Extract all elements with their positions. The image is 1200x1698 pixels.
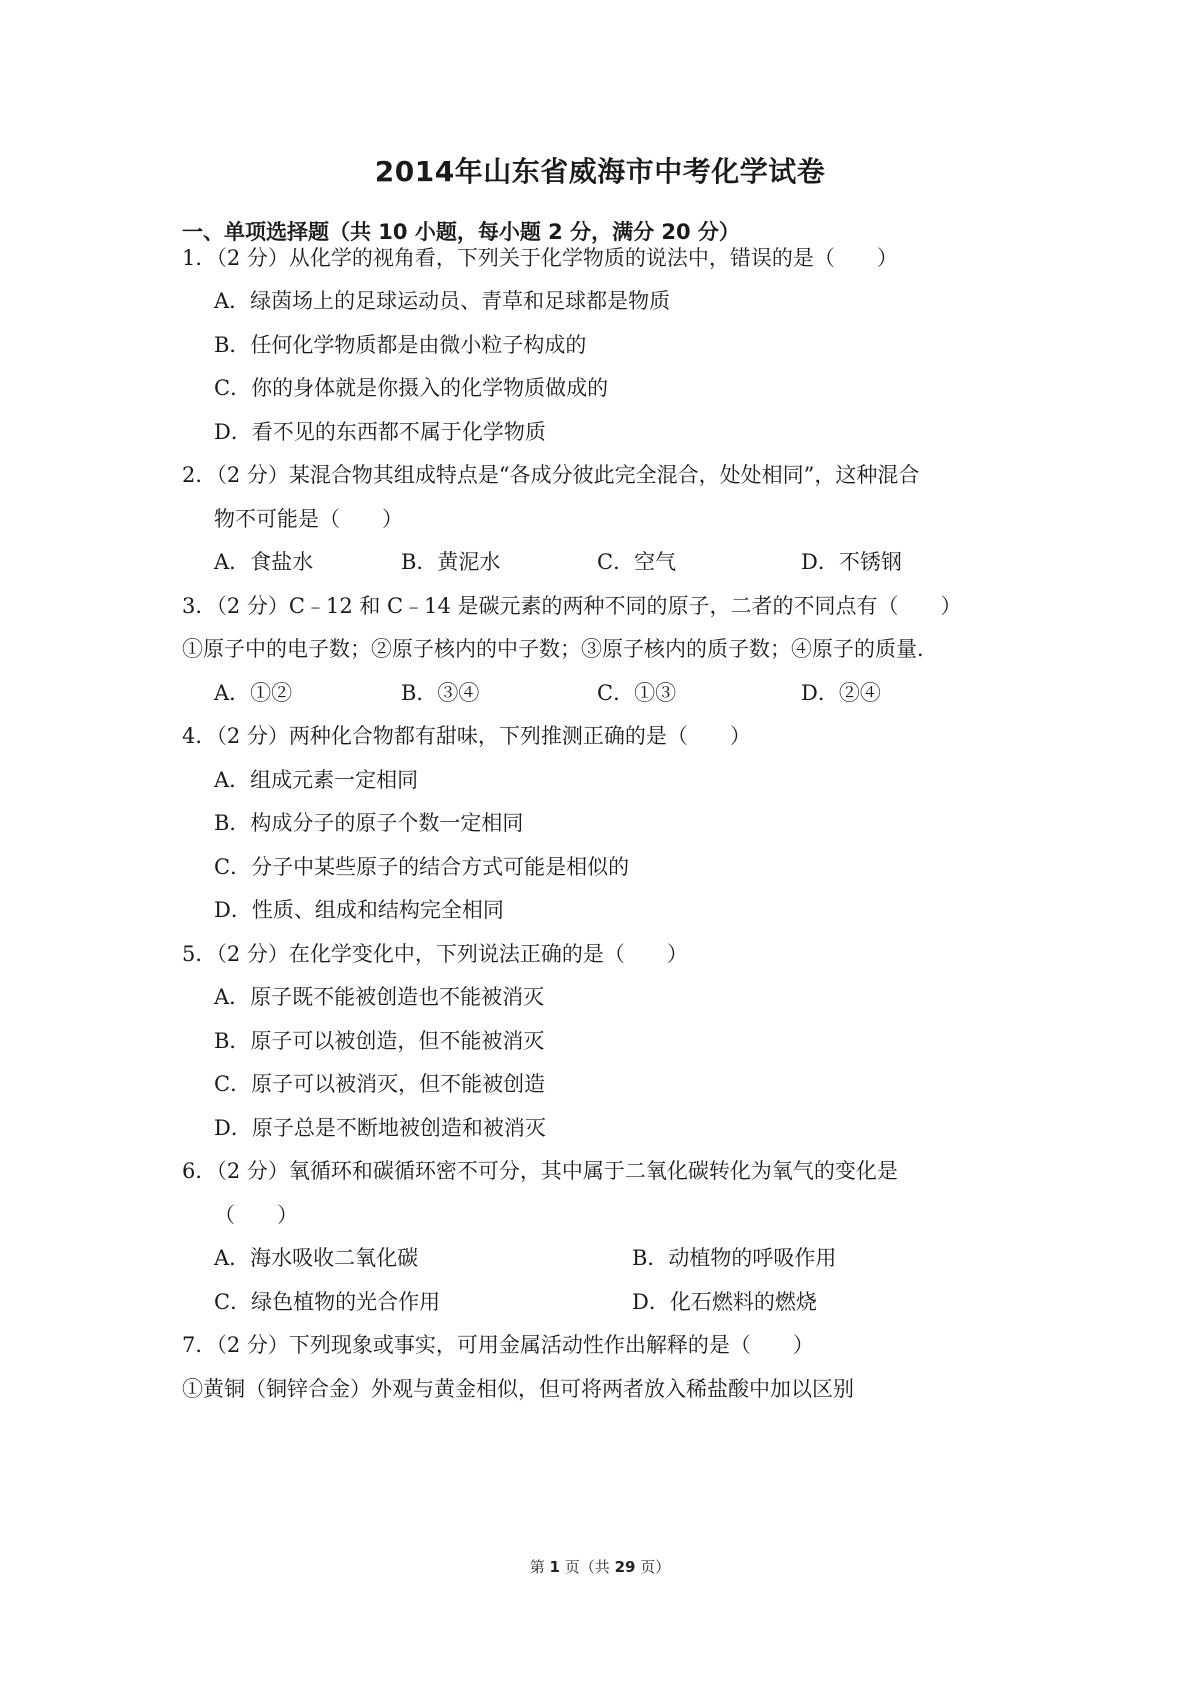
question-2-stem-continued: 物不可能是（ ） [214,507,403,531]
footer-prefix: 第 [529,1558,545,1576]
question-3-option-c: C．①③ [597,681,677,705]
question-2-option-c: C．空气 [597,550,677,574]
question-2-option-b: B．黄泥水 [401,550,501,574]
question-3-note: ①原子中的电子数；②原子核内的中子数；③原子核内的质子数；④原子的质量． [182,637,938,661]
question-3-option-b: B．③④ [401,681,480,705]
question-6-option-b: B．动植物的呼吸作用 [632,1246,837,1270]
footer-total-pages: 29 [614,1558,636,1576]
page-footer [0,1556,1200,1578]
question-4-option-d: D．性质、组成和结构完全相同 [214,898,504,922]
question-2-option-d: D．不锈钢 [801,550,902,574]
question-6-stem: 6．（2 分）氧循环和碳循环密不可分，其中属于二氧化碳转化为氧气的变化是 [182,1159,898,1183]
footer-page-number: 1 [549,1558,560,1576]
question-4-option-c: C．分子中某些原子的结合方式可能是相似的 [214,855,630,879]
question-5-option-d: D．原子总是不断地被创造和被消灭 [214,1116,546,1140]
question-7-note: ①黄铜（铜锌合金）外观与黄金相似，但可将两者放入稀盐酸中加以区别 [182,1377,854,1401]
question-3-option-a: A．①② [214,681,293,705]
question-1-option-c: C．你的身体就是你摄入的化学物质做成的 [214,376,609,400]
question-6-option-d: D．化石燃料的燃烧 [632,1290,817,1314]
question-4-option-a: A．组成元素一定相同 [214,768,419,792]
question-4-option-b: B．构成分子的原子个数一定相同 [214,811,524,835]
question-5-stem: 5．（2 分）在化学变化中，下列说法正确的是（ ） [182,942,688,966]
question-1-option-d: D．看不见的东西都不属于化学物质 [214,420,546,444]
section-heading: 一、单项选择题（共 10 小题，每小题 2 分，满分 20 分） [182,220,740,244]
footer-suffix: 页） [640,1558,671,1576]
question-1-option-b: B．任何化学物质都是由微小粒子构成的 [214,333,587,357]
question-2-option-a: A．食盐水 [214,550,314,574]
question-6-option-a: A．海水吸收二氧化碳 [214,1246,419,1270]
question-5-option-b: B．原子可以被创造，但不能被消灭 [214,1029,545,1053]
question-5-option-a: A．原子既不能被创造也不能被消灭 [214,985,545,1009]
question-6-option-c: C．绿色植物的光合作用 [214,1290,441,1314]
footer-middle: 页（共 [564,1558,610,1576]
question-3-option-d: D．②④ [801,681,881,705]
page-title: 2014年山东省威海市中考化学试卷 [374,155,826,188]
question-4-stem: 4．（2 分）两种化合物都有甜味，下列推测正确的是（ ） [182,724,751,748]
question-7-stem: 7．（2 分）下列现象或事实，可用金属活动性作出解释的是（ ） [182,1333,814,1357]
question-1-stem: 1．（2 分）从化学的视角看，下列关于化学物质的说法中，错误的是（ ） [182,246,898,270]
question-5-option-c: C．原子可以被消灭，但不能被创造 [214,1072,546,1096]
question-1-option-a: A．绿茵场上的足球运动员、青草和足球都是物质 [214,289,671,313]
question-6-stem-continued: （ ） [214,1203,298,1227]
question-3-stem: 3．（2 分）C﹣12 和 C﹣14 是碳元素的两种不同的原子，二者的不同点有（ ） [182,594,962,618]
question-2-stem: 2．（2 分）某混合物其组成特点是“各成分彼此完全混合，处处相同”，这种混合 [182,463,920,487]
